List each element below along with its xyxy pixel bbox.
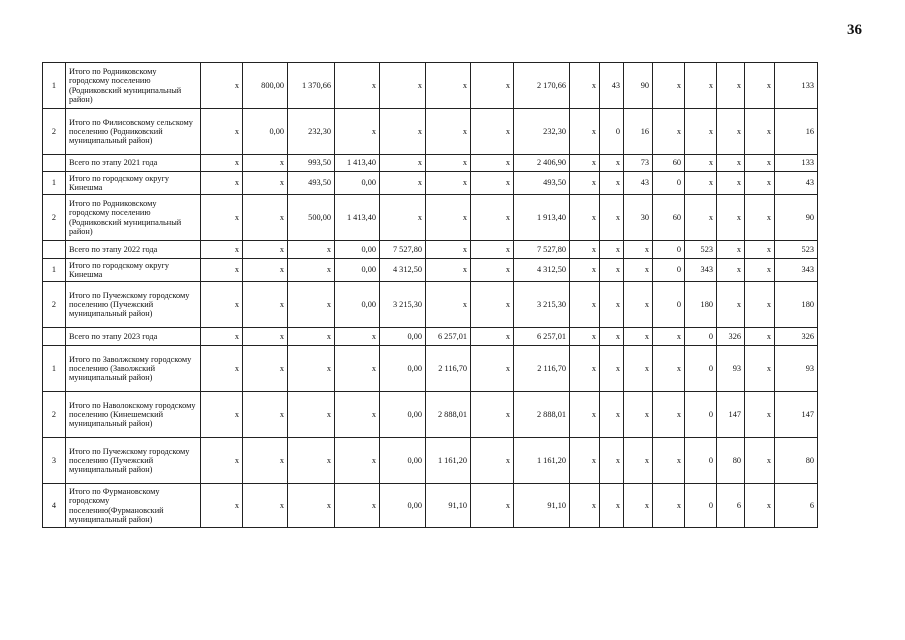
cell: 0,00 xyxy=(335,172,380,195)
cell: x xyxy=(717,155,745,172)
cell: x xyxy=(243,282,288,328)
cell: x xyxy=(201,484,243,528)
cell: 60 xyxy=(653,195,685,241)
cell: x xyxy=(380,155,426,172)
municipality-name: Итого по Пучежскому городскому поселению (Пучежский муниципальный район) xyxy=(66,438,201,484)
cell: x xyxy=(745,438,775,484)
cell: 147 xyxy=(717,392,745,438)
cell: x xyxy=(570,241,600,259)
cell: 523 xyxy=(775,241,818,259)
cell: x xyxy=(717,172,745,195)
table-row xyxy=(43,259,818,282)
row-number: 1 xyxy=(43,172,66,195)
cell: 0,00 xyxy=(380,484,426,528)
cell: x xyxy=(471,155,514,172)
cell: 3 215,30 xyxy=(514,282,570,328)
page-number: 36 xyxy=(847,22,862,38)
cell: x xyxy=(201,259,243,282)
table-row xyxy=(43,438,818,484)
cell: x xyxy=(624,241,653,259)
cell: x xyxy=(471,328,514,346)
cell: 91,10 xyxy=(514,484,570,528)
cell: x xyxy=(426,259,471,282)
row-number: 2 xyxy=(43,195,66,241)
cell: x xyxy=(570,195,600,241)
cell: x xyxy=(243,195,288,241)
cell: x xyxy=(243,346,288,392)
cell: x xyxy=(717,282,745,328)
cell: x xyxy=(653,346,685,392)
municipality-name: Итого по Родниковскому городскому поселению (Родниковский муниципальный район) xyxy=(66,63,201,109)
cell: x xyxy=(243,392,288,438)
cell: 1 161,20 xyxy=(514,438,570,484)
municipality-name: Итого по городскому округу Кинешма xyxy=(66,259,201,282)
cell: x xyxy=(685,63,717,109)
cell: x xyxy=(471,259,514,282)
cell: x xyxy=(624,328,653,346)
cell: 2 888,01 xyxy=(514,392,570,438)
cell: 0,00 xyxy=(380,346,426,392)
table-row xyxy=(43,63,818,109)
cell: x xyxy=(570,259,600,282)
cell: x xyxy=(624,259,653,282)
cell: x xyxy=(685,195,717,241)
cell: x xyxy=(745,155,775,172)
cell: x xyxy=(600,259,624,282)
cell: x xyxy=(653,392,685,438)
cell: x xyxy=(653,438,685,484)
cell: 180 xyxy=(685,282,717,328)
cell: 43 xyxy=(775,172,818,195)
cell: 493,50 xyxy=(288,172,335,195)
cell: x xyxy=(624,392,653,438)
cell: x xyxy=(201,63,243,109)
cell: 800,00 xyxy=(243,63,288,109)
cell: 0,00 xyxy=(380,392,426,438)
cell: x xyxy=(288,259,335,282)
cell: 6 257,01 xyxy=(426,328,471,346)
cell: x xyxy=(745,172,775,195)
cell: x xyxy=(745,63,775,109)
cell: x xyxy=(335,63,380,109)
cell: x xyxy=(471,172,514,195)
cell: x xyxy=(288,438,335,484)
cell: 1 370,66 xyxy=(288,63,335,109)
cell: x xyxy=(745,328,775,346)
cell: x xyxy=(426,155,471,172)
cell: 1 161,20 xyxy=(426,438,471,484)
cell: x xyxy=(201,172,243,195)
cell: x xyxy=(600,438,624,484)
row-number xyxy=(43,155,66,172)
cell: x xyxy=(570,392,600,438)
cell: x xyxy=(471,392,514,438)
cell: x xyxy=(745,259,775,282)
cell: 7 527,80 xyxy=(380,241,426,259)
cell: x xyxy=(201,109,243,155)
cell: 3 215,30 xyxy=(380,282,426,328)
cell: 326 xyxy=(717,328,745,346)
cell: x xyxy=(426,63,471,109)
cell: 0,00 xyxy=(380,328,426,346)
cell: x xyxy=(243,172,288,195)
cell: x xyxy=(570,282,600,328)
table-row xyxy=(43,195,818,241)
cell: x xyxy=(243,241,288,259)
municipality-name: Итого по Родниковскому городскому поселению (Родниковский муниципальный район) xyxy=(66,195,201,241)
cell: x xyxy=(570,155,600,172)
cell: 16 xyxy=(775,109,818,155)
cell: x xyxy=(471,438,514,484)
cell: 232,30 xyxy=(514,109,570,155)
cell: 0 xyxy=(600,109,624,155)
cell: x xyxy=(471,241,514,259)
cell: x xyxy=(685,155,717,172)
cell: 93 xyxy=(717,346,745,392)
cell: 60 xyxy=(653,155,685,172)
cell: 2 116,70 xyxy=(514,346,570,392)
cell: x xyxy=(201,195,243,241)
cell: 1 413,40 xyxy=(335,195,380,241)
cell: 30 xyxy=(624,195,653,241)
cell: x xyxy=(685,109,717,155)
table-row xyxy=(43,484,818,528)
cell: x xyxy=(243,484,288,528)
cell: 500,00 xyxy=(288,195,335,241)
cell: 93 xyxy=(775,346,818,392)
cell: x xyxy=(570,484,600,528)
cell: x xyxy=(380,172,426,195)
cell: x xyxy=(570,346,600,392)
cell: 80 xyxy=(717,438,745,484)
cell: 0 xyxy=(685,438,717,484)
cell: x xyxy=(426,109,471,155)
cell: 343 xyxy=(685,259,717,282)
cell: x xyxy=(600,282,624,328)
row-number: 2 xyxy=(43,392,66,438)
municipality-name: Всего по этапу 2022 года xyxy=(66,241,201,259)
cell: 4 312,50 xyxy=(380,259,426,282)
cell: 232,30 xyxy=(288,109,335,155)
cell: 343 xyxy=(775,259,818,282)
cell: x xyxy=(426,172,471,195)
cell: x xyxy=(624,484,653,528)
cell: x xyxy=(335,328,380,346)
cell: x xyxy=(243,328,288,346)
row-number: 1 xyxy=(43,63,66,109)
cell: x xyxy=(600,155,624,172)
data-table xyxy=(42,62,818,528)
cell: 326 xyxy=(775,328,818,346)
municipality-name: Итого по Заволжскому городскому поселению (Заволжский муниципальный район) xyxy=(66,346,201,392)
cell: 133 xyxy=(775,155,818,172)
row-number: 1 xyxy=(43,346,66,392)
cell: 80 xyxy=(775,438,818,484)
cell: x xyxy=(288,392,335,438)
cell: 0,00 xyxy=(243,109,288,155)
cell: 0 xyxy=(685,346,717,392)
cell: x xyxy=(717,241,745,259)
table-row xyxy=(43,172,818,195)
cell: x xyxy=(201,328,243,346)
cell: x xyxy=(745,241,775,259)
cell: x xyxy=(243,155,288,172)
cell: 2 406,90 xyxy=(514,155,570,172)
cell: x xyxy=(335,109,380,155)
cell: x xyxy=(624,438,653,484)
cell: x xyxy=(288,241,335,259)
municipality-name: Итого по Наволокскому городскому поселению (Кинешемский муниципальный район) xyxy=(66,392,201,438)
cell: x xyxy=(570,328,600,346)
row-number: 2 xyxy=(43,282,66,328)
cell: x xyxy=(600,195,624,241)
cell: 0 xyxy=(685,392,717,438)
cell: 4 312,50 xyxy=(514,259,570,282)
cell: x xyxy=(600,241,624,259)
row-number: 1 xyxy=(43,259,66,282)
cell: x xyxy=(201,282,243,328)
cell: x xyxy=(243,438,288,484)
cell: 2 116,70 xyxy=(426,346,471,392)
cell: x xyxy=(653,328,685,346)
cell: 16 xyxy=(624,109,653,155)
cell: x xyxy=(745,282,775,328)
cell: x xyxy=(201,155,243,172)
municipality-name: Всего по этапу 2021 года xyxy=(66,155,201,172)
cell: 0 xyxy=(653,241,685,259)
cell: 180 xyxy=(775,282,818,328)
municipality-name: Итого по городскому округу Кинешма xyxy=(66,172,201,195)
cell: x xyxy=(335,484,380,528)
cell: x xyxy=(717,63,745,109)
table-row xyxy=(43,346,818,392)
table-row xyxy=(43,328,818,346)
cell: x xyxy=(653,109,685,155)
cell: 90 xyxy=(775,195,818,241)
cell: 6 xyxy=(775,484,818,528)
municipality-name: Итого по Филисовскому сельскому поселению (Родниковский муниципальный район) xyxy=(66,109,201,155)
cell: 0,00 xyxy=(380,438,426,484)
table-row xyxy=(43,392,818,438)
cell: 133 xyxy=(775,63,818,109)
cell: 0,00 xyxy=(335,259,380,282)
cell: x xyxy=(600,392,624,438)
cell: 493,50 xyxy=(514,172,570,195)
cell: x xyxy=(745,392,775,438)
cell: x xyxy=(288,484,335,528)
cell: x xyxy=(653,63,685,109)
cell: x xyxy=(717,259,745,282)
cell: x xyxy=(600,328,624,346)
cell: x xyxy=(624,346,653,392)
cell: x xyxy=(717,195,745,241)
cell: x xyxy=(471,195,514,241)
cell: x xyxy=(570,109,600,155)
cell: 43 xyxy=(600,63,624,109)
cell: 523 xyxy=(685,241,717,259)
cell: 1 913,40 xyxy=(514,195,570,241)
cell: 147 xyxy=(775,392,818,438)
cell: 0 xyxy=(653,259,685,282)
cell: x xyxy=(624,282,653,328)
row-number xyxy=(43,328,66,346)
cell: x xyxy=(570,63,600,109)
row-number: 2 xyxy=(43,109,66,155)
cell: 2 170,66 xyxy=(514,63,570,109)
cell: 1 413,40 xyxy=(335,155,380,172)
cell: x xyxy=(380,195,426,241)
table-row xyxy=(43,109,818,155)
cell: x xyxy=(243,259,288,282)
table-row xyxy=(43,241,818,259)
cell: x xyxy=(653,484,685,528)
cell: x xyxy=(426,195,471,241)
cell: x xyxy=(685,172,717,195)
cell: 90 xyxy=(624,63,653,109)
cell: 0 xyxy=(685,484,717,528)
cell: x xyxy=(717,109,745,155)
cell: x xyxy=(745,346,775,392)
cell: x xyxy=(570,438,600,484)
cell: x xyxy=(335,438,380,484)
cell: x xyxy=(471,346,514,392)
cell: x xyxy=(380,63,426,109)
cell: x xyxy=(426,282,471,328)
cell: 73 xyxy=(624,155,653,172)
cell: x xyxy=(471,484,514,528)
municipality-name: Итого по Пучежскому городскому поселению (Пучежский муниципальный район) xyxy=(66,282,201,328)
cell: 6 257,01 xyxy=(514,328,570,346)
cell: x xyxy=(335,346,380,392)
cell: 2 888,01 xyxy=(426,392,471,438)
cell: 0 xyxy=(653,172,685,195)
cell: 0,00 xyxy=(335,241,380,259)
cell: 0 xyxy=(685,328,717,346)
row-number xyxy=(43,241,66,259)
cell: x xyxy=(471,63,514,109)
cell: 7 527,80 xyxy=(514,241,570,259)
table-row xyxy=(43,282,818,328)
cell: x xyxy=(335,392,380,438)
cell: x xyxy=(745,484,775,528)
cell: x xyxy=(570,172,600,195)
cell: x xyxy=(471,282,514,328)
cell: x xyxy=(600,172,624,195)
cell: 0 xyxy=(653,282,685,328)
cell: 43 xyxy=(624,172,653,195)
cell: x xyxy=(201,241,243,259)
cell: x xyxy=(600,484,624,528)
cell: 91,10 xyxy=(426,484,471,528)
row-number: 3 xyxy=(43,438,66,484)
cell: x xyxy=(471,109,514,155)
cell: x xyxy=(201,346,243,392)
cell: x xyxy=(288,282,335,328)
cell: x xyxy=(745,109,775,155)
municipality-name: Всего по этапу 2023 года xyxy=(66,328,201,346)
cell: x xyxy=(426,241,471,259)
cell: x xyxy=(380,109,426,155)
cell: x xyxy=(288,346,335,392)
municipality-name: Итого по Фурмановскому городскому поселению(Фурмановский муниципальный район) xyxy=(66,484,201,528)
row-number: 4 xyxy=(43,484,66,528)
cell: x xyxy=(201,392,243,438)
cell: 0,00 xyxy=(335,282,380,328)
cell: 993,50 xyxy=(288,155,335,172)
cell: x xyxy=(288,328,335,346)
cell: 6 xyxy=(717,484,745,528)
cell: x xyxy=(201,438,243,484)
cell: x xyxy=(745,195,775,241)
table-row xyxy=(43,155,818,172)
cell: x xyxy=(600,346,624,392)
